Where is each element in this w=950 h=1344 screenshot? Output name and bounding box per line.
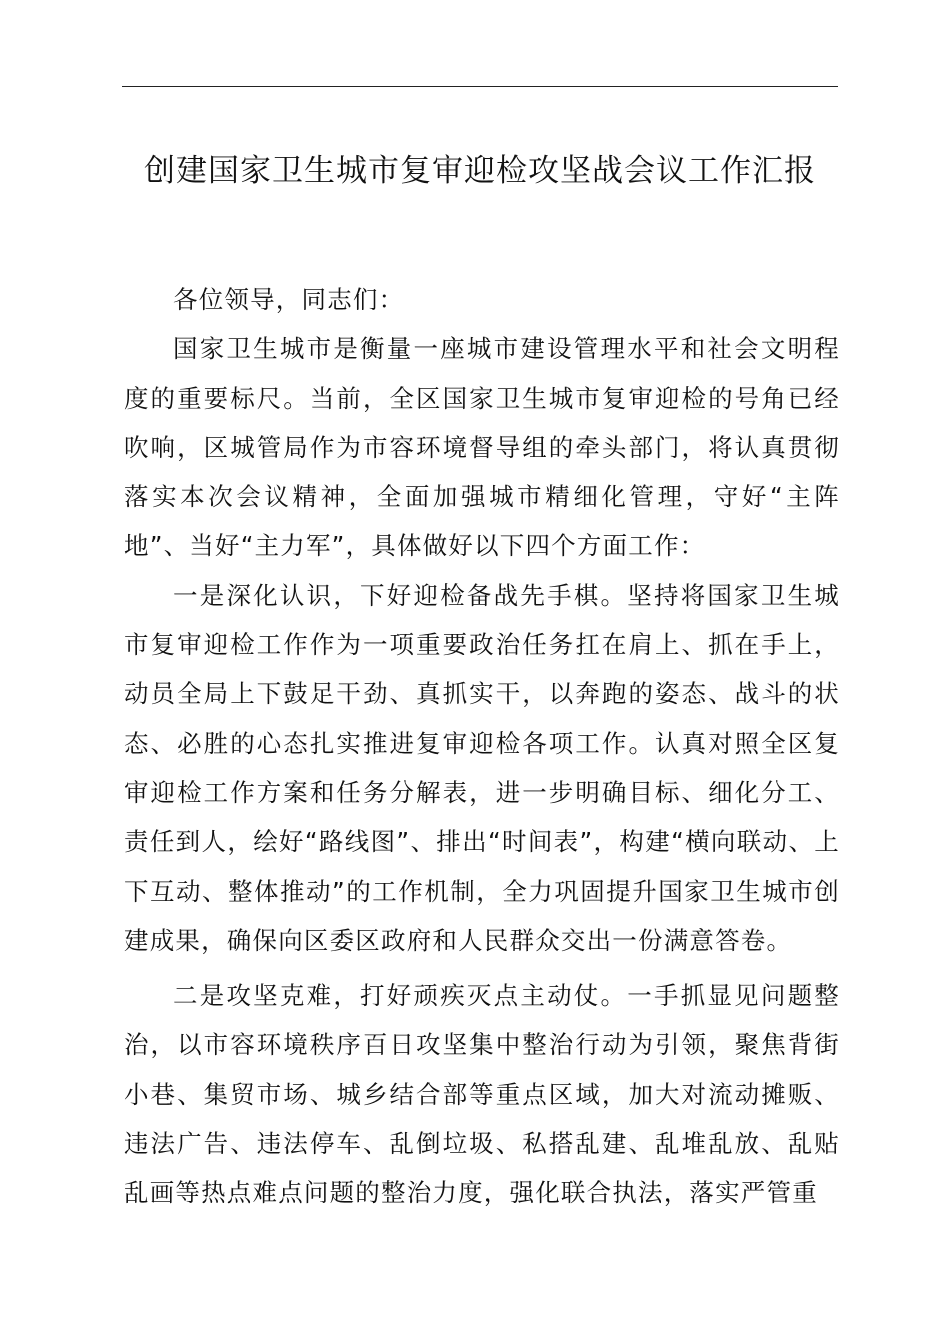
paragraph-point-one: 一是深化认识，下好迎检备战先手棋。坚持将国家卫生城市复审迎检工作作为一项重要政治任务扛在肩上、抓在手上，动员全局上下鼓足干劲、真抓实干，以奔跑的姿态、战斗的状态、必胜的心态扎实推进复审迎检各项工作。认真对照全区复审迎检工作方案和任务分解表，进一步明确目标、细化分工、责任到人，绘好“路线图”、排出“时间表”，构建“横向联动、上下互动、整体推动”的工作机制，全力巩固提升国家卫生城市创建成果，确保向区委区政府和人民群众交出一份满意答卷。 bbox=[124, 580, 840, 955]
paragraph-intro: 国家卫生城市是衡量一座城市建设管理水平和社会文明程度的重要标尺。当前，全区国家卫生城市复审迎检的号角已经吹响，区城管局作为市容环境督导组的牵头部门，将认真贯彻落实本次会议精神，全面加强城市精细化管理，守好“主阵地”、当好“主力军”，具体做好以下四个方面工作： bbox=[124, 334, 840, 561]
header-rule bbox=[122, 86, 838, 87]
document-body bbox=[124, 275, 840, 1218]
paragraph-point-two: 二是攻坚克难，打好顽疾灭点主动仗。一手抓显见问题整治，以市容环境秩序百日攻坚集中整治行动为引领，聚焦背街小巷、集贸市场、城乡结合部等重点区域，加大对流动摊贩、违法广告、违法停车、乱倒垃圾、私搭乱建、乱堆乱放、乱贴乱画等热点难点问题的整治力度，强化联合执法，落实严管重 bbox=[124, 981, 840, 1208]
salutation: 各位领导，同志们： bbox=[173, 285, 405, 314]
document-title: 创建国家卫生城市复审迎检攻坚战会议工作汇报 bbox=[144, 153, 816, 189]
